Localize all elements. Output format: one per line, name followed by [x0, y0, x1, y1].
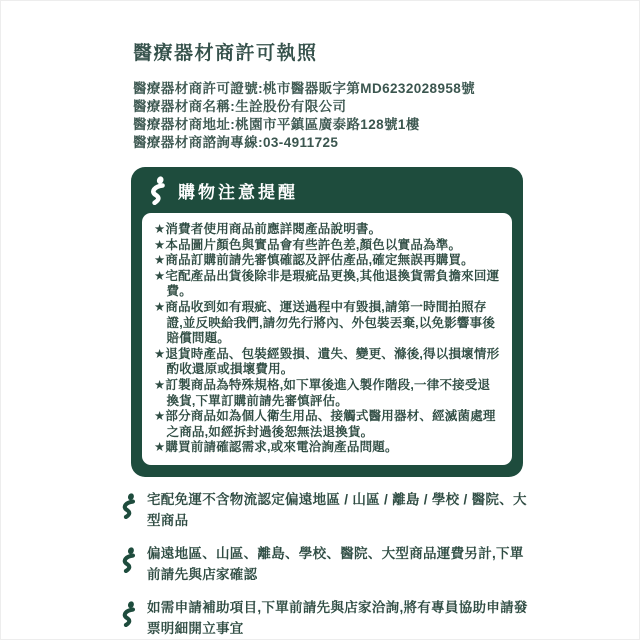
- product-notice-document: [131, 38, 545, 639]
- footnote-shipping-exclusions: [119, 489, 545, 531]
- notice-bullet: ★商品收到如有瑕疵、運送過程中有毀損,請第一時間拍照存證,並反映給我們,請勿先行將內、外包裝丟棄,以免影響事後賠償問題。: [154, 299, 496, 346]
- notice-bullet: ★宅配產品出貨後除非是瑕疵品更換,其他退換貨需負擔來回運費。: [154, 268, 500, 299]
- footnote-extra-shipping-fee: [119, 543, 545, 585]
- license-section: [131, 38, 545, 152]
- brand-mark-icon: [147, 176, 168, 205]
- footnote-subsidy-invoice: [119, 597, 545, 639]
- notice-bullet: ★商品訂購前請先審慎確認及評估產品,確定無誤再購買。: [154, 253, 474, 268]
- license-company-line: 醫療器材商名稱:生詮股份有限公司: [133, 99, 347, 114]
- license-number-line: 醫療器材商許可證號:桃市醫器販字第MD6232028958號: [133, 81, 476, 96]
- notice-title: 購物注意提醒: [178, 183, 298, 202]
- brand-mark-icon: [119, 493, 138, 519]
- notice-panel: [142, 213, 512, 465]
- brand-mark-icon: [119, 547, 138, 573]
- brand-mark-icon: [119, 601, 138, 627]
- notice-bullet-list: [154, 222, 501, 456]
- license-address-line: 醫療器材商地址:桃園市平鎮區廣泰路128號1樓: [133, 117, 420, 132]
- notice-bullet: ★部分商品如為個人衛生用品、接觸式醫用器材、經滅菌處理之商品,如經拆封過後恕無法退換貨。: [154, 409, 496, 439]
- notice-bullet: ★訂製商品為特殊規格,如下單後進入製作階段,一律不接受退換貨,下單訂購前請先審慎評估。: [154, 377, 491, 408]
- footnote-text: 偏遠地區、山區、離島、學校、醫院、大型商品運費另計,下單前請先與店家確認: [147, 545, 524, 582]
- notice-bullet: ★消費者使用商品前應詳閱產品說明書。: [154, 222, 382, 236]
- footnote-text: 宅配免運不含物流認定偏遠地區 / 山區 / 離島 / 學校 / 醫院、大型商品: [147, 491, 527, 528]
- footnote-text: 如需申請補助項目,下單前請先與店家洽詢,將有專員協助申請發票明細開立事宜: [147, 599, 528, 636]
- footnotes-section: [119, 489, 545, 639]
- shopping-notice-box: [131, 167, 523, 477]
- license-hotline-line: 醫療器材商諮詢專線:03-4911725: [133, 135, 339, 150]
- license-lines: [133, 80, 545, 152]
- notice-header: [131, 167, 523, 213]
- license-title: 醫療器材商許可執照: [133, 43, 318, 64]
- notice-bullet: ★購買前請確認需求,或來電洽詢產品問題。: [154, 440, 398, 455]
- notice-bullet: ★退貨時產品、包裝經毀損、遺失、變更、滌後,得以損壞情形酌收還原或損壞費用。: [154, 346, 500, 377]
- notice-bullet: ★本品圖片顏色與實品會有些許色差,顏色以實品為準。: [154, 237, 462, 252]
